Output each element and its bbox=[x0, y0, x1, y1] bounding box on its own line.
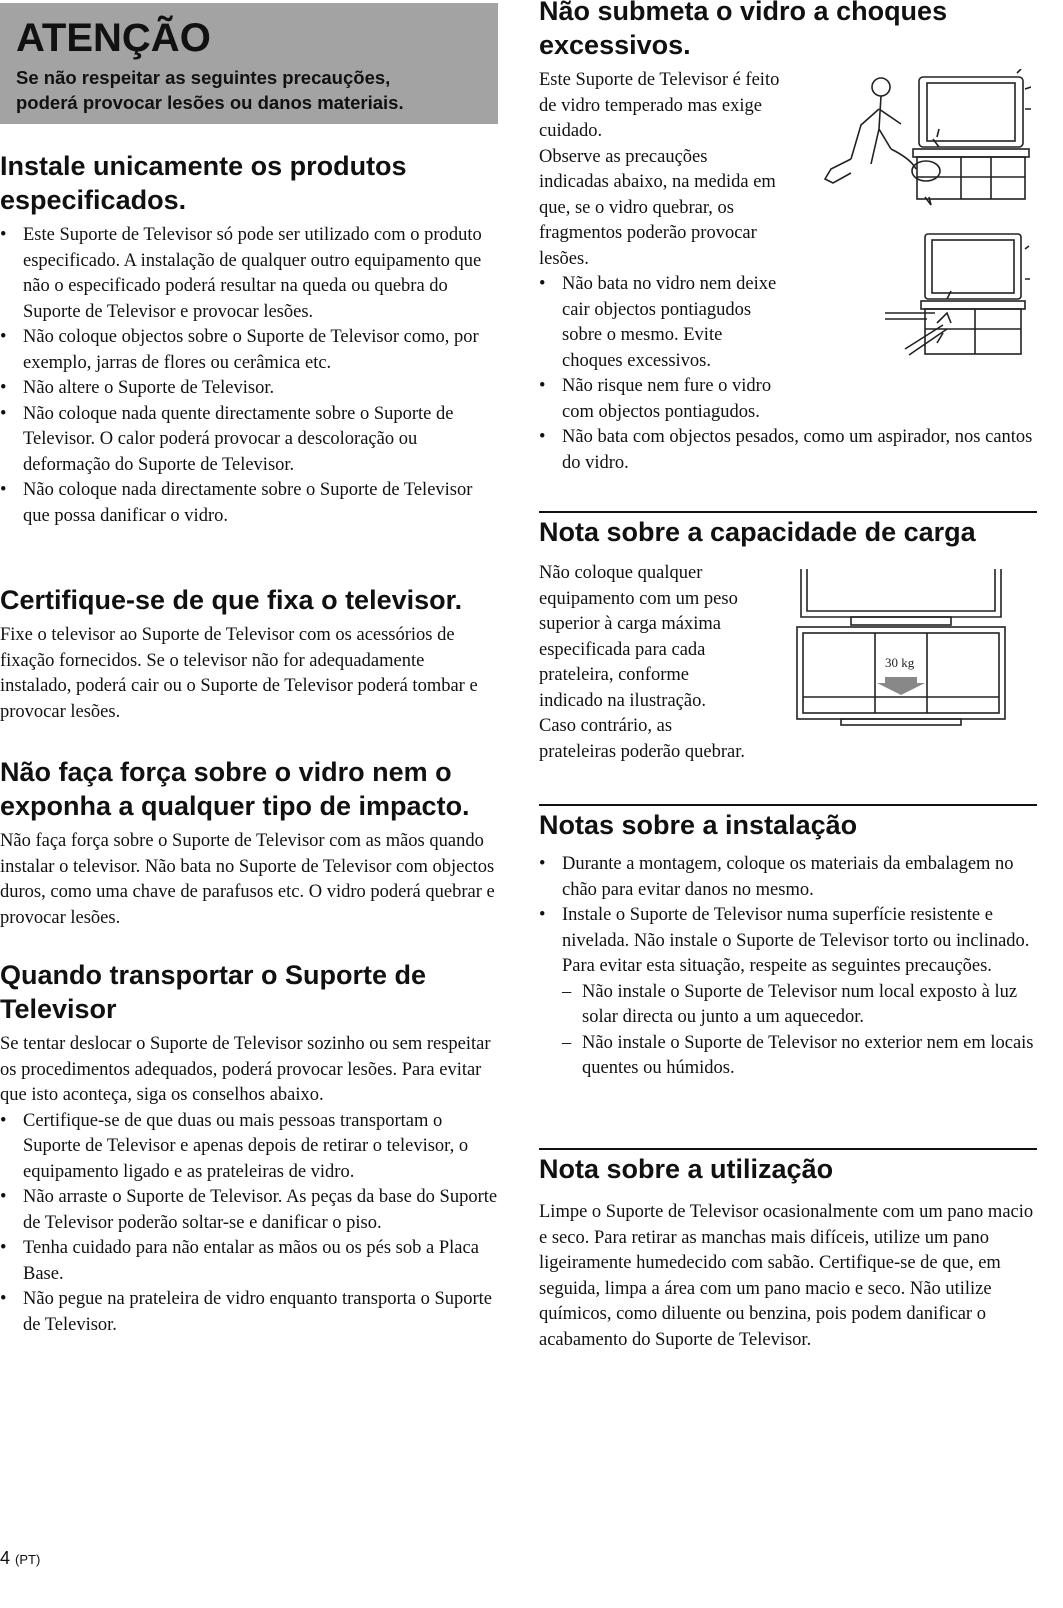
section-no-force-glass bbox=[0, 755, 498, 931]
section-body: Limpe o Suporte de Televisor ocasionalmente com um pano macio e seco. Para retirar as manchas mais difíceis, utilize um pano ligeiramente humedecido com sabão. Certifique-se de que, em seguida, limpa a área com um pano macio e seco. Não utilize químicos, como diluente ou benzina, pois podem danificar o acabamento do Suporte de Televisor. bbox=[539, 1202, 1034, 1350]
section-load-capacity bbox=[539, 511, 1037, 765]
list-item: • Não pegue na prateleira de vidro enquanto transporta o Suporte de Televisor. bbox=[0, 1289, 493, 1335]
sharp-object-illustration bbox=[885, 229, 1031, 369]
section-glass-shocks bbox=[539, 0, 1037, 476]
section-title: Instale unicamente os produtos especificados. bbox=[0, 151, 407, 215]
section-install-products bbox=[0, 149, 498, 529]
section-body: Se tentar deslocar o Suporte de Televisor sozinho ou sem respeitar os procedimentos adequados, poderá provocar lesões. Para evitar que isto aconteça, siga os conselhos abaixo. bbox=[0, 1034, 491, 1105]
section-body: Não faça força sobre o Suporte de Televisor com as mãos quando instalar o televisor. Não bata no Suporte de Televisor com objectos duros, como uma chave de parafusos etc. O vidro poderá quebrar e provocar lesões. bbox=[0, 831, 495, 928]
section-body: Não coloque qualquer equipamento com um peso superior à carga máxima especificada para cada prateleira, conforme indicado na ilustração. Caso contrário, as prateleiras poderão quebrar. bbox=[539, 563, 745, 762]
page-footer bbox=[0, 1548, 40, 1569]
section-usage-note bbox=[539, 1148, 1037, 1353]
list-item: • Certifique-se de que duas ou mais pessoas transportam o Suporte de Televisor e apenas depois de retirar o televisor, o equipamento ligado e as prateleiras de vidro. bbox=[0, 1110, 469, 1182]
section-title: Certifique-se de que fixa o televisor. bbox=[0, 585, 463, 615]
list-item: • Não coloque nada directamente sobre o Suporte de Televisor que possa danificar o vidro. bbox=[0, 480, 473, 526]
language-code: (PT) bbox=[15, 1552, 41, 1567]
list-item: • Não bata no vidro nem deixe cair objectos pontiagudos sobre o mesmo. Evite choques excessivos. bbox=[539, 274, 777, 371]
list-item: • Não coloque objectos sobre o Suporte de Televisor como, por exemplo, jarras de flores ou cerâmica etc. bbox=[0, 327, 479, 373]
load-capacity-illustration bbox=[795, 569, 1007, 731]
vacuum-impact-illustration bbox=[821, 69, 1031, 219]
section-title: Quando transportar o Suporte de Televisor bbox=[0, 960, 427, 1024]
bullet-list bbox=[0, 223, 498, 529]
bullet-list bbox=[539, 852, 1037, 1082]
section-title: Nota sobre a capacidade de carga bbox=[539, 511, 1037, 549]
page-number: 4 bbox=[0, 1548, 11, 1568]
section-installation-notes bbox=[539, 804, 1037, 1082]
list-item: • Não arraste o Suporte de Televisor. As peças da base do Suporte de Televisor poderão soltar-se e danificar o piso. bbox=[0, 1187, 498, 1233]
warning-box bbox=[0, 3, 498, 124]
weight-label: 30 kg bbox=[885, 655, 915, 670]
warning-subtitle: Se não respeitar as seguintes precauções, poderá provocar lesões ou danos materiais. bbox=[16, 67, 404, 113]
section-title: Notas sobre a instalação bbox=[539, 804, 1037, 842]
list-item: • Não altere o Suporte de Televisor. bbox=[0, 378, 275, 398]
list-item: • Tenha cuidado para não entalar as mãos ou os pés sob a Placa Base. bbox=[0, 1238, 479, 1284]
section-body: Fixe o televisor ao Suporte de Televisor com os acessórios de fixação fornecidos. Se o televisor não for adequadamente instalado, poderá cair ou o Suporte de Televisor poderá tombar e provocar lesões. bbox=[0, 625, 478, 722]
warning-title: ATENÇÃO bbox=[16, 16, 211, 60]
section-title: Não submeta o vidro a choques excessivos. bbox=[539, 0, 948, 60]
section-title: Não faça força sobre o vidro nem o exponha a qualquer tipo de impacto. bbox=[0, 757, 470, 821]
section-transport bbox=[0, 958, 498, 1338]
list-item: • Não bata com objectos pesados, como um aspirador, nos cantos do vidro. bbox=[539, 427, 1033, 473]
list-item: • Não coloque nada quente directamente sobre o Suporte de Televisor. O calor poderá provocar a descoloração ou deformação do Suporte de Televisor. bbox=[0, 403, 454, 475]
list-item: • Durante a montagem, coloque os materiais da embalagem no chão para evitar danos no mesmo. bbox=[539, 854, 1014, 900]
list-item: – Não instale o Suporte de Televisor num local exposto à luz solar directa ou junto a um aquecedor. bbox=[562, 981, 1018, 1027]
list-item: • Este Suporte de Televisor só pode ser utilizado com o produto especificado. A instalação de qualquer outro equipamento que não o especificado poderá resultar na queda ou quebra do Suporte de Televisor e provocar lesões. bbox=[0, 225, 482, 322]
list-item: • Não risque nem fure o vidro com objectos pontiagudos. bbox=[539, 376, 772, 422]
section-fix-tv bbox=[0, 583, 498, 725]
section-title: Nota sobre a utilização bbox=[539, 1148, 1037, 1186]
section-body: Este Suporte de Televisor é feito de vidro temperado mas exige cuidado. Observe as precauções indicadas abaixo, na medida em que, se o vidro quebrar, os fragmentos poderão provocar lesões. bbox=[539, 70, 780, 269]
list-item: – Não instale o Suporte de Televisor no exterior nem em locais quentes ou húmidos. bbox=[562, 1032, 1034, 1078]
bullet-list bbox=[0, 1109, 498, 1339]
list-item: • Instale o Suporte de Televisor numa superfície resistente e nivelada. Não instale o Suporte de Televisor torto ou inclinado. Para evitar esta situação, respeite as seguintes precauções. bbox=[539, 905, 1030, 976]
